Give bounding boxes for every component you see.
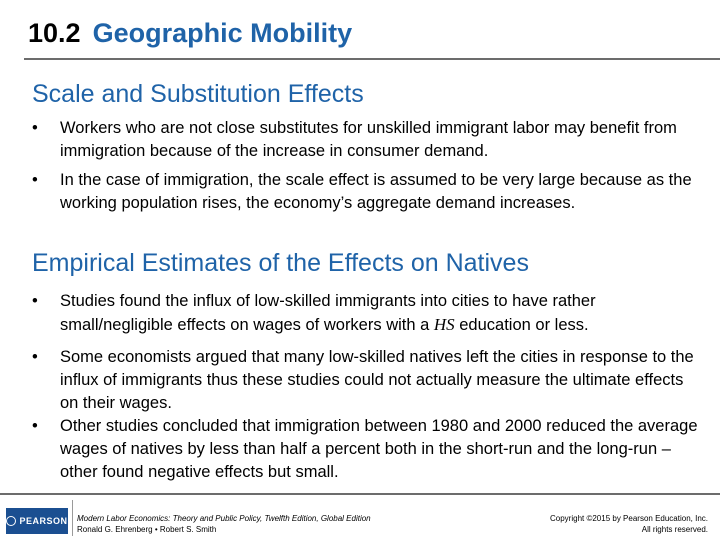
- slide-number: 10.2: [28, 18, 81, 48]
- bullet-list-empirical-estimates: [32, 290, 700, 484]
- section-heading-scale-substitution: Scale and Substitution Effects: [32, 80, 364, 108]
- bullet-list-scale-substitution: [32, 117, 700, 215]
- logo-text: PEARSON: [19, 516, 68, 526]
- bullet-text: Workers who are not close substitutes for unskilled immigrant labor may benefit from immigration because of the increase in consumer demand.: [60, 119, 677, 160]
- footer-logo-divider: [72, 500, 73, 536]
- section-heading-empirical-estimates: Empirical Estimates of the Effects on Natives: [32, 249, 529, 277]
- footer-book-info: [77, 513, 371, 535]
- book-authors: Ronald G. Ehrenberg • Robert S. Smith: [77, 525, 217, 534]
- bullet-text: In the case of immigration, the scale effect is assumed to be very large because as the working population rises, the economy’s aggregate demand increases.: [60, 171, 692, 212]
- bullet-marker: •: [32, 119, 38, 137]
- bullet-marker: •: [32, 417, 38, 435]
- bullet-text: Studies found the influx of low-skilled immigrants into cities to have rather small/negligible effects on wages of workers with a: [60, 292, 596, 334]
- bullet-text-end: education or less.: [454, 316, 589, 334]
- footer-copyright: [550, 513, 708, 535]
- copyright-line: Copyright ©2015 by Pearson Education, Inc.: [550, 514, 708, 523]
- bullet-text: Other studies concluded that immigration between 1980 and 2000 reduced the average wages of natives by less than half a percent both in the short-run and the long-run – other found negative effects but small.: [60, 417, 698, 481]
- title-divider: [24, 58, 720, 60]
- list-item: [32, 346, 700, 415]
- hs-abbreviation: HS: [433, 315, 455, 334]
- slide-title: [28, 18, 352, 49]
- pearson-mark-icon: [6, 516, 16, 526]
- book-title: Modern Labor Economics: Theory and Public Policy, Twelfth Edition, Global Edition: [77, 514, 371, 523]
- pearson-logo: [6, 508, 68, 534]
- footer-divider: [0, 493, 720, 495]
- bullet-text: Some economists argued that many low-skilled natives left the cities in response to the influx of immigrants thus these studies could not actually measure the ultimate effects on their wages.: [60, 348, 694, 412]
- bullet-marker: •: [32, 348, 38, 366]
- list-item: [32, 415, 700, 484]
- list-item: [32, 169, 700, 215]
- list-item: [32, 290, 700, 337]
- slide-title-text: Geographic Mobility: [92, 18, 353, 48]
- bullet-marker: •: [32, 292, 38, 310]
- list-item: [32, 117, 700, 163]
- rights-line: All rights reserved.: [641, 525, 708, 534]
- bullet-marker: •: [32, 171, 38, 189]
- title-bar: [0, 0, 720, 62]
